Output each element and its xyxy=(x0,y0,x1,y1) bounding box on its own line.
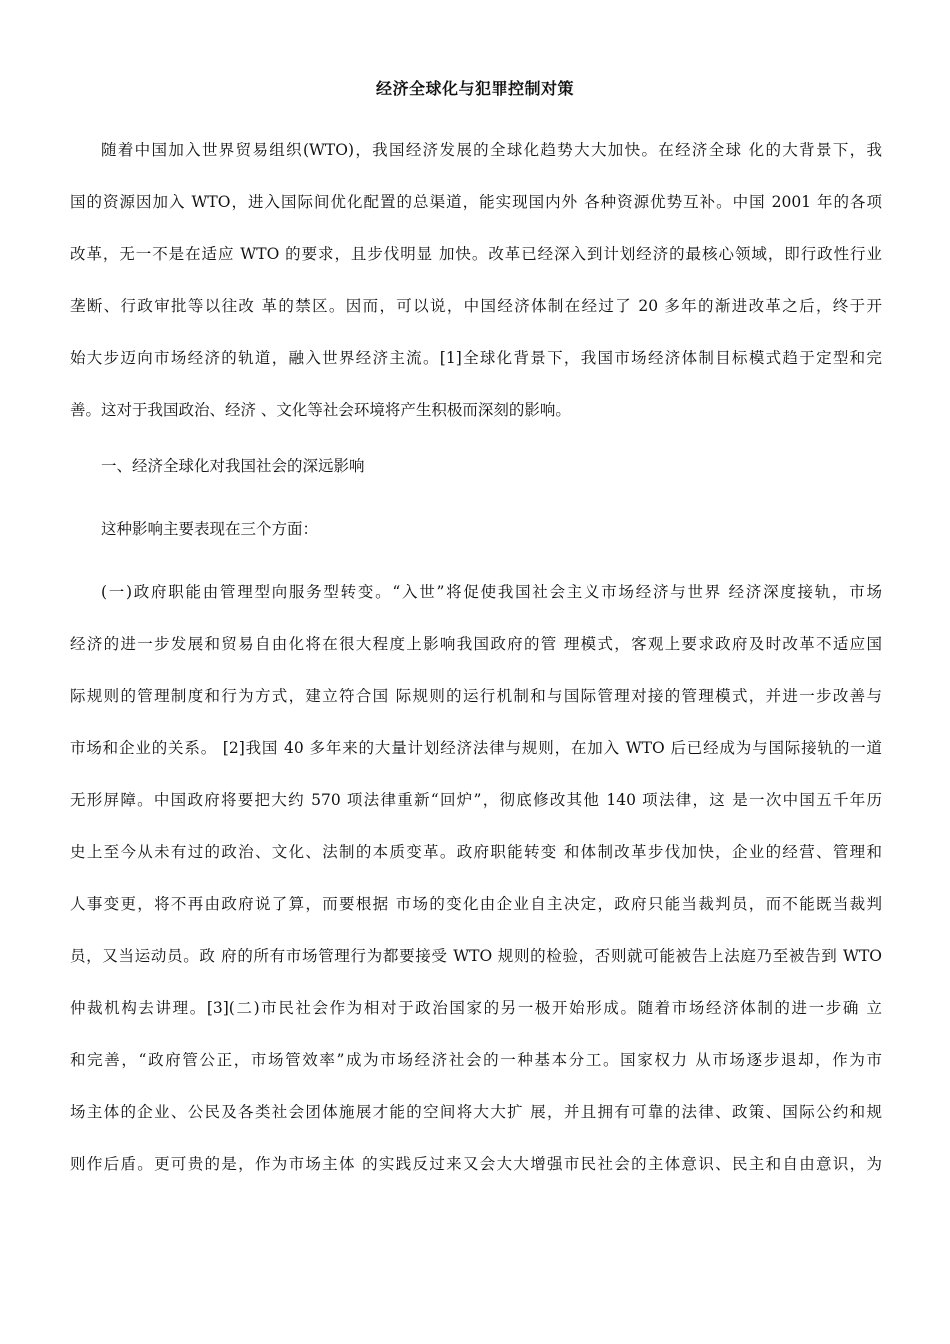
paragraph-line: 员，又当运动员。政 府的所有市场管理行为都要接受 WTO 规则的检验，否则就可能被告上法庭乃至被告到 WTO xyxy=(70,947,882,965)
section-heading: 一、经济全球化对我国社会的深远影响 xyxy=(101,457,365,475)
document-title: 经济全球化与犯罪控制对策 xyxy=(375,79,574,98)
paragraph-line: 仲裁机构去讲理。[3](二)市民社会作为相对于政治国家的另一极开始形成。随着市场经济体制的进一步确 立 xyxy=(70,999,882,1017)
paragraph-line: 人事变更，将不再由政府说了算，而要根据 市场的变化由企业自主决定，政府只能当裁判员，而不能既当裁判 xyxy=(70,895,882,913)
paragraph-line: 和完善，“政府管公正，市场管效率”成为市场经济社会的一种基本分工。国家权力 从市场逐步退却，作为市 xyxy=(70,1051,882,1069)
paragraph-line: 始大步迈向市场经济的轨道，融入世界经济主流。[1]全球化背景下，我国市场经济体制目标模式趋于定型和完 xyxy=(70,349,882,367)
paragraph-line: 随着中国加入世界贸易组织(WTO)，我国经济发展的全球化趋势大大加快。在经济全球 化的大背景下，我 xyxy=(101,141,882,159)
paragraph-line: (一)政府职能由管理型向服务型转变。“入世”将促使我国社会主义市场经济与世界 经济深度接轨，市场 xyxy=(101,583,882,601)
paragraph-line: 改革，无一不是在适应 WTO 的要求，且步伐明显 加快。改革已经深入到计划经济的最核心领域，即行政性行业 xyxy=(70,245,882,263)
section-intro: 这种影响主要表现在三个方面： xyxy=(101,520,319,538)
paragraph-line: 际规则的管理制度和行为方式，建立符合国 际规则的运行机制和与国际管理对接的管理模式，并进一步改善与 xyxy=(70,687,882,705)
paragraph-line: 市场和企业的关系。 [2]我国 40 多年来的大量计划经济法律与规则，在加入 WTO 后已经成为与国际接轨的一道 xyxy=(70,739,882,757)
paragraph-line: 国的资源因加入 WTO，进入国际间优化配置的总渠道，能实现国内外 各种资源优势互补。中国 2001 年的各项 xyxy=(70,193,882,211)
paragraph-line: 场主体的企业、公民及各类社会团体施展才能的空间将大大扩 展，并且拥有可靠的法律、政策、国际公约和规 xyxy=(70,1103,882,1121)
paragraph-line: 垄断、行政审批等以往改 革的禁区。因而，可以说，中国经济体制在经过了 20 多年的渐进改革之后，终于开 xyxy=(70,297,882,315)
paragraph-line: 史上至今从未有过的政治、文化、法制的本质变革。政府职能转变 和体制改革步伐加快，企业的经营、管理和 xyxy=(70,843,882,861)
paragraph-line: 则作后盾。更可贵的是，作为市场主体 的实践反过来又会大大增强市民社会的主体意识、民主和自由意识，为 xyxy=(70,1155,882,1173)
paragraph-line: 无形屏障。中国政府将要把大约 570 项法律重新“回炉”，彻底修改其他 140 项法律，这 是一次中国五千年历 xyxy=(70,791,882,809)
intro-paragraph xyxy=(70,124,882,436)
paragraph-line: 经济的进一步发展和贸易自由化将在很大程度上影响我国政府的管 理模式，客观上要求政府及时改革不适应国 xyxy=(70,635,882,653)
paragraph-line: 善。这对于我国政治、经济 、文化等社会环境将产生积极而深刻的影响。 xyxy=(70,401,571,419)
section-body-paragraph xyxy=(70,566,882,1190)
